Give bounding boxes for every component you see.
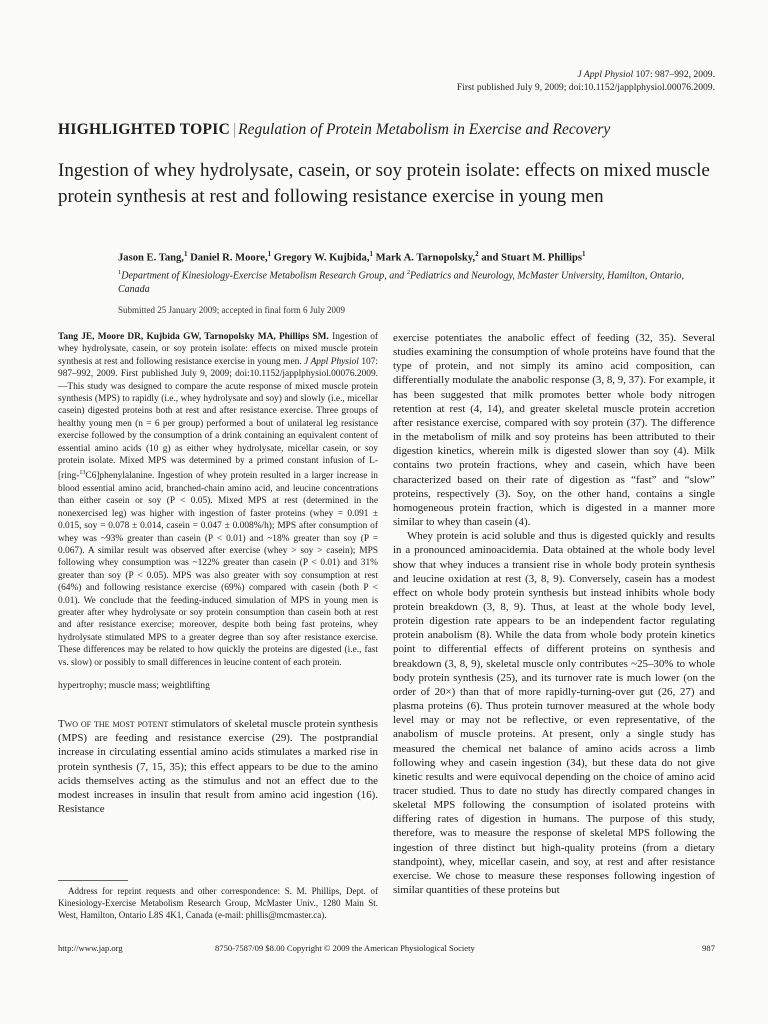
page-number: 987 [702,943,715,953]
body-paragraph-1: exercise potentiates the anabolic effect of feeding (32, 35). Several studies examining the consumption of whole proteins have found that the type of protein, and not simply its amino acid composition, can differentially modulate the anabolic response (3, 8, 9, 37). For example, it has been suggested that milk promotes better whole body nitrogen retention at rest (4, 14), and greater skeletal muscle protein accretion after resistance exercise, compared with soy protein (37). The difference in the metabolism of milk and soy proteins has been attributed to their digestion kinetics, wherein milk is digested slower than soy (4). Milk contains two protein fractions, whey and casein, which have been characterized based on their rate of digestion as “fast” and “slow” proteins, respectively (3). Soy, on the other hand, contains a single homogeneous protein fraction, which is digested in a manner more similar to whey than casein (4). [393,332,715,529]
left-column [58,331,378,816]
topic-label: HIGHLIGHTED TOPIC [58,121,231,138]
affiliation-2: Pediatrics and Neurology, McMaster University, Hamilton, Ontario, Canada [118,270,685,296]
right-column [393,331,715,897]
first-published-line: First published July 9, 2009; doi:10.1152/japplphysiol.00076.2009. [456,82,715,93]
affiliation [118,266,718,297]
correspondence-footnote: Address for reprint requests and other correspondence: S. M. Phillips, Dept. of Kinesiology-Exercise Metabolism Research Group, McMaster Univ., 1280 Main St. West, Hamilton, Ontario L8S 4K1, Canada (e-mail: phillis@mcmaster.ca). [58,886,378,920]
author-name: Stuart M. Phillips [501,252,582,264]
journal-citation: 107: 987–992, 2009. [635,69,715,80]
abstract-citation: Tang JE, Moore DR, Kujbida GW, Tarnopolsky MA, Phillips SM. [58,332,329,342]
affiliation-2-marker: 2 [406,269,410,276]
author-affiliation-marker: 1 [267,250,272,258]
abstract-part2: 107: 987–992, 2009. First published July 9, 2009; doi:10.1152/japplphysiol.00076.2009.—This study was designed to compare the acute response of mixed muscle protein synthesis (MPS) to rapidly (i.e., whey hydrolysate and soy) and slowly (i.e., micellar casein) digested proteins both at rest and after resistance exercise. Three groups of healthy young men (n = 6 per group) performed a bout of unilateral leg resistance exercise followed by the consumption of a drink containing an equivalent content of essential amino acids (10 g) as either whey hydrolysate, micellar casein, or soy protein isolate. Mixed MPS was determined by a primed constant infusion of L-[ring- [58,356,378,482]
topic-title: Regulation of Protein Metabolism in Exercise and Recovery [238,121,611,138]
author-name: Jason E. Tang, [118,252,184,264]
footnote-divider [58,880,128,881]
author-name: Daniel R. Moore, [190,252,268,264]
author-affiliation-marker: 1 [369,250,374,258]
author-separator: and [478,252,502,264]
author-name: Mark A. Tarnopolsky, [375,252,476,264]
journal-url-link[interactable]: http://www.jap.org [58,943,123,953]
author-name: Gregory W. Kujbida, [273,252,370,264]
abstract [58,331,378,669]
submission-dates: Submitted 25 January 2009; accepted in final form 6 July 2009 [118,305,345,315]
intro-text: stimulators of skeletal muscle protein synthesis (MPS) are feeding and resistance exercise (29). The postprandial increase in circulating essential amino acids stimulates a marked rise in protein synthesis (7, 15, 35); this effect appears to be due to the amino acids themselves acting as the stimulus and not an effect due to the modest increases in insulin that result from amino acid ingestion (16). Resistance [58,718,378,816]
affiliation-1-marker: 1 [118,269,122,276]
topic-separator: | [233,121,237,138]
copyright-notice: 8750-7587/09 $8.00 Copyright © 2009 the American Physiological Society [215,943,475,953]
article-title: Ingestion of whey hydrolysate, casein, or soy protein isolate: effects on mixed muscle protein synthesis at rest and following resistance exercise in young men [58,160,710,207]
journal-citation-line [457,68,715,81]
author-affiliation-marker: 1 [582,250,586,258]
highlighted-topic-bar [58,121,718,139]
abstract-part3: C6]phenylalanine. Ingestion of whey protein resulted in a larger increase in blood essential amino acid, branched-chain amino acid, and leucine concentrations than either casein or soy (P < 0.05). Mixed MPS at rest (determined in the nonexercised leg) was higher with ingestion of faster proteins (whey = 0.091 ± 0.015, soy = 0.078 ± 0.014, casein = 0.047 ± 0.008%/h); MPS after consumption of whey was ~93% greater than casein (P < 0.01) and ~18% greater than soy (P = 0.067). A similar result was observed after exercise (whey > soy > casein); MPS following whey consumption was ~122% greater than casein (P < 0.01) and 31% greater than soy (P < 0.05). MPS was also greater with soy consumption at rest (64%) and following resistance exercise (69%) compared with casein (both P < 0.01). We conclude that the feeding-induced simulation of MPS in young men is greater after whey hydrolysate or soy protein consumption than casein both at rest and after resistance exercise; moreover, despite both being fast proteins, whey hydrolysate stimulated MPS to a greater degree than soy after resistance exercise. These differences may be related to how quickly the proteins are digested (i.e., fast vs. slow) or possibly to small differences in leucine content of each protein. [58,471,378,668]
intro-lead: Two of the most potent [58,718,169,731]
abstract-isotope: 13 [79,470,86,477]
introduction-paragraph [58,717,378,816]
affiliation-1: Department of Kinesiology-Exercise Metabolism Research Group, and [121,270,407,282]
body-paragraph-2: Whey protein is acid soluble and thus is digested quickly and results in a pronounced aminoacidemia. Data obtained at the whole body level show that whey induces a transient rise in whole body protein synthesis and leucine oxidation at rest (3, 8, 9). Conversely, casein has a modest effect on whole body protein synthesis but instead inhibits whole body protein breakdown (3, 8, 9). Thus, at least at the whole body level, protein digestion rate appears to be an independent factor regulating protein anabolism (8). While the data from whole body protein kinetics point to differential effects of different proteins on synthesis and breakdown (3, 8, 9), skeletal muscle only contributes ~25–30% to whole body protein synthesis (25), and its turnover rate is much lower (on the order of 20×) than that of more rapidly-turning-over gut (26, 27) and plasma proteins (6). Thus protein turnover measured at the whole body level may or may not be reflective, or even representative, of the anabolism of muscle proteins. At present, only a single study has measured the chemical net balance of amino acids across a limb following whey and casein ingestion (34), but these data do not give kinetic results and were equivocal depending on the choice of amino acid tracer studied. Thus to date no study has directly compared changes in skeletal MPS following the consumption of isolated proteins with differing rates of digestion in humans. The purpose of this study, therefore, was to measure the response of skeletal MPS following the ingestion of three distinct but high-quality proteins (from a dietary standpoint), whey, micellar casein, and soy, at rest and after resistance exercise. We chose to measure these responses following ingestion of similar quantities of these proteins but [393,530,715,897]
keywords: hypertrophy; muscle mass; weightlifting [58,681,210,692]
author-affiliation-marker: 2 [475,250,479,258]
abstract-journal: J Appl Physiol [304,356,359,367]
journal-header [457,68,715,94]
abstract-part1: Ingestion of whey hydrolysate, casein, or soy protein isolate: effects on mixed muscle protein synthesis at rest and following resistance exercise in young men. [58,332,379,367]
author-affiliation-marker: 1 [183,250,188,258]
journal-name: J Appl Physiol [577,69,634,80]
author-list [118,250,718,264]
